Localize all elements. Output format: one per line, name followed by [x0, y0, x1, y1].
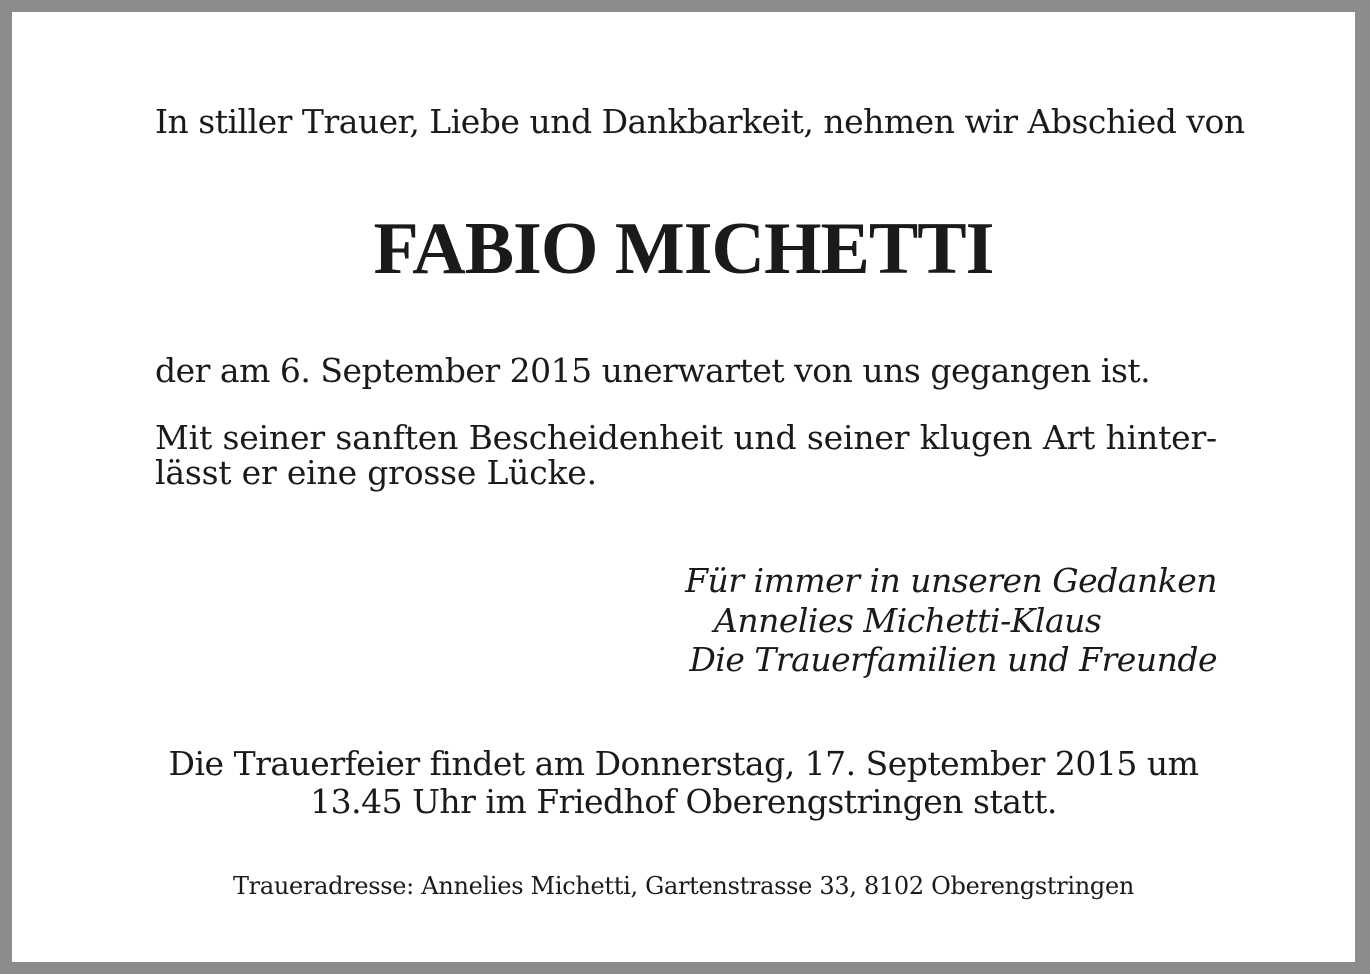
obituary-notice	[12, 12, 1355, 962]
intro-text: In stiller Trauer, Liebe und Dankbarkeit, nehmen wir Abschied von	[155, 102, 1245, 141]
mourning-address: Traueradresse: Annelies Michetti, Gartenstrasse 33, 8102 Oberengstringen	[232, 872, 1135, 900]
deceased-name: FABIO MICHETTI	[373, 208, 994, 290]
ceremony-line-1: Die Trauerfeier findet am Donnerstag, 17. September 2015 um	[168, 744, 1199, 783]
tribute-line-1: Mit seiner sanften Bescheidenheit und seiner klugen Art hinter-	[155, 418, 1217, 457]
signature-line-memory: Für immer in unseren Gedanken	[685, 561, 1217, 600]
signature-line-widow: Annelies Michetti-Klaus	[714, 601, 1102, 640]
tribute-paragraph	[155, 420, 1217, 490]
ceremony-info	[12, 745, 1355, 821]
ceremony-line-2: 13.45 Uhr im Friedhof Oberengstringen statt.	[310, 782, 1057, 821]
tribute-line-2: lässt er eine grosse Lücke.	[155, 453, 597, 492]
signature-line-families: Die Trauerfamilien und Freunde	[689, 640, 1217, 679]
death-date-text: der am 6. September 2015 unerwartet von uns gegangen ist.	[155, 351, 1151, 390]
